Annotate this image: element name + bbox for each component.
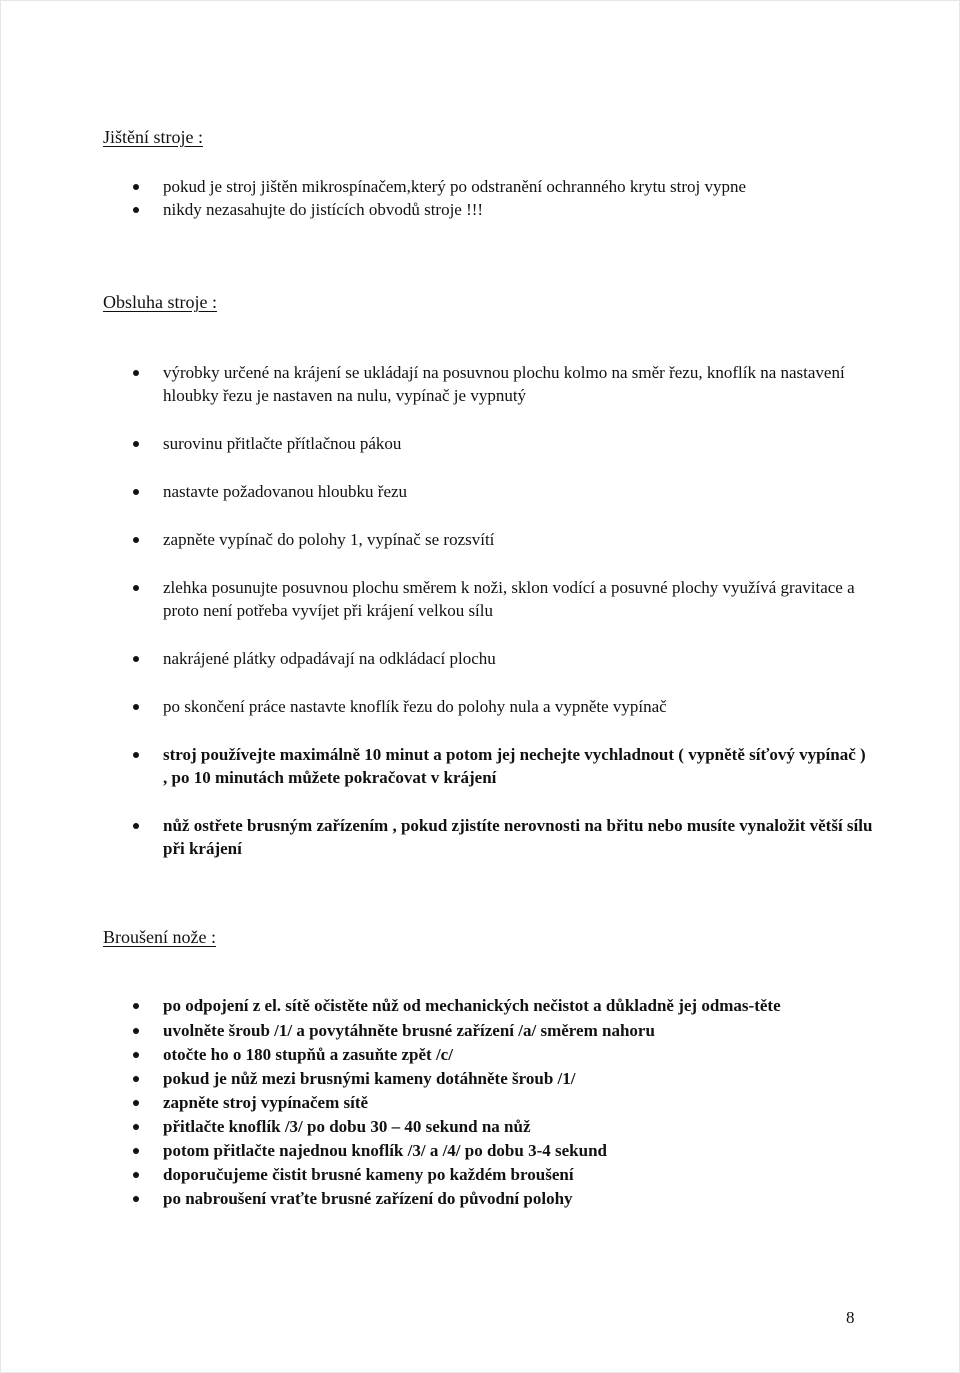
bullet-icon xyxy=(133,184,139,190)
list-item xyxy=(133,480,873,503)
list-item xyxy=(133,1091,873,1114)
bullet-icon xyxy=(133,1172,139,1178)
list-item xyxy=(133,175,873,198)
list-item-text: pokud je nůž mezi brusnými kameny dotáhněte šroub /1/ xyxy=(163,1069,576,1088)
list-item-text: nastavte požadovanou hloubku řezu xyxy=(163,482,408,501)
list-item-text: stroj používejte maximálně 10 minut a potom jej nechejte vychladnout ( vypnětě síťový vypínač ) , po 10 minutách můžete pokračovat v krájení xyxy=(163,745,866,787)
bullet-icon xyxy=(133,537,139,543)
list-item xyxy=(133,695,873,718)
list-item-text: po skončení práce nastavte knoflík řezu do polohy nula a vypněte vypínač xyxy=(163,697,667,716)
bullet-icon xyxy=(133,1028,139,1034)
list-item-text: otočte ho o 180 stupňů a zasuňte zpět /c/ xyxy=(163,1045,453,1064)
bullet-icon xyxy=(133,1052,139,1058)
bullet-icon xyxy=(133,441,139,447)
list-item xyxy=(133,198,873,221)
list-item xyxy=(133,576,873,622)
list-item xyxy=(133,1163,873,1186)
list-item-text: pokud je stroj jištěn mikrospínačem,který po odstranění ochranného krytu stroj vypne xyxy=(163,177,747,196)
list-item xyxy=(133,361,873,407)
bullet-icon xyxy=(133,207,139,213)
bullet-icon xyxy=(133,1196,139,1202)
list-item xyxy=(133,1043,873,1066)
list-item-text: po odpojení z el. sítě očistěte nůž od mechanických nečistot a důkladně jej odmas-těte xyxy=(163,996,781,1015)
list-item xyxy=(133,743,873,789)
list-item xyxy=(133,1067,873,1090)
list-item xyxy=(133,994,873,1017)
bullet-list-obsluha xyxy=(133,361,873,885)
list-item-text: potom přitlačte najednou knoflík /3/ a /4/ po dobu 3-4 sekund xyxy=(163,1141,607,1160)
bullet-icon xyxy=(133,585,139,591)
bullet-icon xyxy=(133,1100,139,1106)
list-item-text: zapněte stroj vypínačem sítě xyxy=(163,1093,369,1112)
list-item xyxy=(133,814,873,860)
bullet-list-jisteni xyxy=(133,175,873,221)
section-heading-brouseni: Broušení nože : xyxy=(103,927,216,947)
page-number: 8 xyxy=(846,1308,855,1327)
bullet-icon xyxy=(133,1003,139,1009)
list-item-text: nůž ostřete brusným zařízením , pokud zjistíte nerovnosti na břitu nebo musíte vynaložit větší sílu při krájení xyxy=(163,816,873,858)
list-item-text: nikdy nezasahujte do jistících obvodů stroje !!! xyxy=(163,200,484,219)
list-item-text: surovinu přitlačte přítlačnou pákou xyxy=(163,434,402,453)
bullet-icon xyxy=(133,1124,139,1130)
list-item-text: přitlačte knoflík /3/ po dobu 30 – 40 sekund na nůž xyxy=(163,1117,531,1136)
list-item-text: nakrájené plátky odpadávají na odkládací plochu xyxy=(163,649,496,668)
list-item xyxy=(133,1187,873,1210)
list-item xyxy=(133,1115,873,1138)
section-heading-obsluha: Obsluha stroje : xyxy=(103,292,217,312)
list-item-text: výrobky určené na krájení se ukládají na posuvnou plochu kolmo na směr řezu, knoflík na nastavení hloubky řezu je nastaven na nulu, vypínač je vypnutý xyxy=(163,363,845,405)
list-item xyxy=(133,647,873,670)
list-item-text: po nabroušení vraťte brusné zařízení do původní polohy xyxy=(163,1189,573,1208)
bullet-icon xyxy=(133,1076,139,1082)
bullet-icon xyxy=(133,704,139,710)
list-item xyxy=(133,528,873,551)
list-item-text: zapněte vypínač do polohy 1, vypínač se rozsvítí xyxy=(163,530,495,549)
list-item xyxy=(133,432,873,455)
section-heading-jisteni: Jištění stroje : xyxy=(103,127,203,147)
list-item-text: uvolněte šroub /1/ a povytáhněte brusné zařízení /a/ směrem nahoru xyxy=(163,1021,655,1040)
list-item xyxy=(133,1139,873,1162)
bullet-icon xyxy=(133,823,139,829)
bullet-icon xyxy=(133,752,139,758)
list-item xyxy=(133,1019,873,1042)
bullet-icon xyxy=(133,489,139,495)
bullet-icon xyxy=(133,1148,139,1154)
bullet-icon xyxy=(133,370,139,376)
bullet-list-brouseni xyxy=(133,994,873,1210)
bullet-icon xyxy=(133,656,139,662)
list-item-text: zlehka posunujte posuvnou plochu směrem k noži, sklon vodící a posuvné plochy využívá gravitace a proto není potřeba vyvíjet při krájení velkou sílu xyxy=(163,578,855,620)
list-item-text: doporučujeme čistit brusné kameny po každém broušení xyxy=(163,1165,574,1184)
